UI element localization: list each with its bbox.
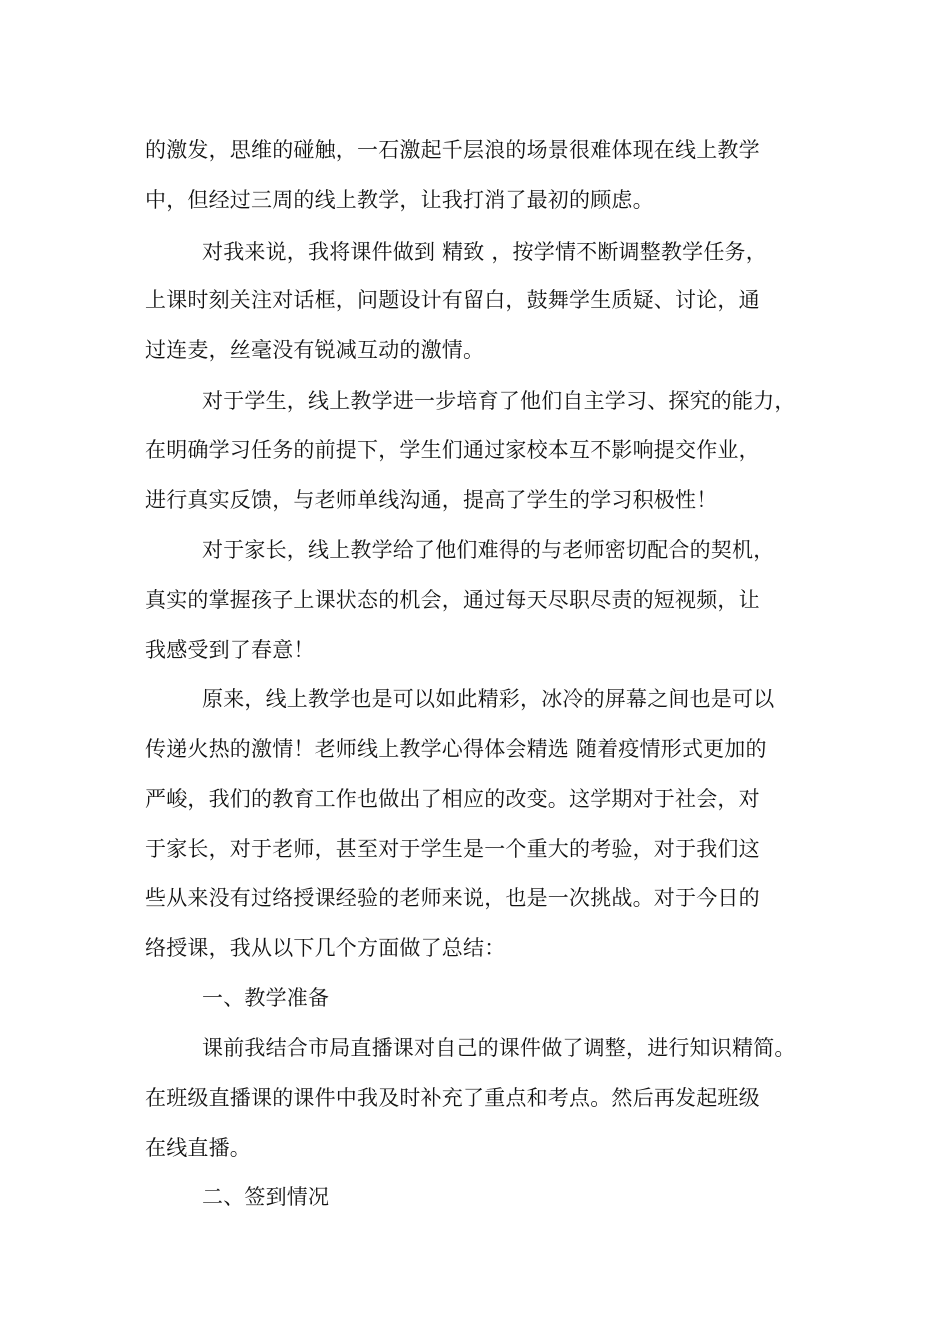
text-line: 在班级直播课的课件中我及时补充了重点和考点。然后再发起班级 [145, 1086, 760, 1110]
section-heading: 一、教学准备 [202, 986, 330, 1010]
section-heading: 二、签到情况 [202, 1185, 330, 1209]
paragraph-start: 对于家长，线上教学给了他们难得的与老师密切配合的契机， [202, 538, 775, 562]
paragraph-start: 原来，线上教学也是可以如此精彩，冰冷的屏幕之间也是可以 [202, 687, 775, 711]
paragraph-start: 课前我结合市局直播课对自己的课件做了调整，进行知识精简。 [202, 1036, 796, 1060]
text-line: 我感受到了春意！ [145, 638, 315, 662]
paragraph-start: 对我来说，我将课件做到 精致 ，按学情不断调整教学任务， [202, 240, 767, 264]
text-line: 络授课，我从以下几个方面做了总结： [145, 936, 506, 960]
text-line: 过连麦，丝毫没有锐减互动的激情。 [145, 338, 485, 362]
text-line: 中，但经过三周的线上教学，让我打消了最初的顾虑。 [145, 188, 654, 212]
text-line: 在线直播。 [145, 1136, 251, 1160]
text-line: 传递火热的激情！老师线上教学心得体会精选 随着疫情形式更加的 [145, 737, 767, 761]
text-line: 些从来没有过络授课经验的老师来说，也是一次挑战。对于今日的 [145, 886, 760, 910]
text-line: 上课时刻关注对话框，问题设计有留白，鼓舞学生质疑、讨论，通 [145, 288, 760, 312]
text-line: 在明确学习任务的前提下，学生们通过家校本互不影响提交作业， [145, 438, 760, 462]
text-line: 于家长，对于老师，甚至对于学生是一个重大的考验，对于我们这 [145, 837, 760, 861]
text-line: 真实的掌握孩子上课状态的机会，通过每天尽职尽责的短视频，让 [145, 588, 760, 612]
text-line: 进行真实反馈，与老师单线沟通，提高了学生的学习积极性！ [145, 488, 718, 512]
text-line: 的激发，思维的碰触，一石激起千层浪的场景很难体现在线上教学 [145, 138, 760, 162]
text-line: 严峻，我们的教育工作也做出了相应的改变。这学期对于社会，对 [145, 787, 760, 811]
paragraph-start: 对于学生，线上教学进一步培育了他们自主学习、探究的能力， [202, 389, 796, 413]
